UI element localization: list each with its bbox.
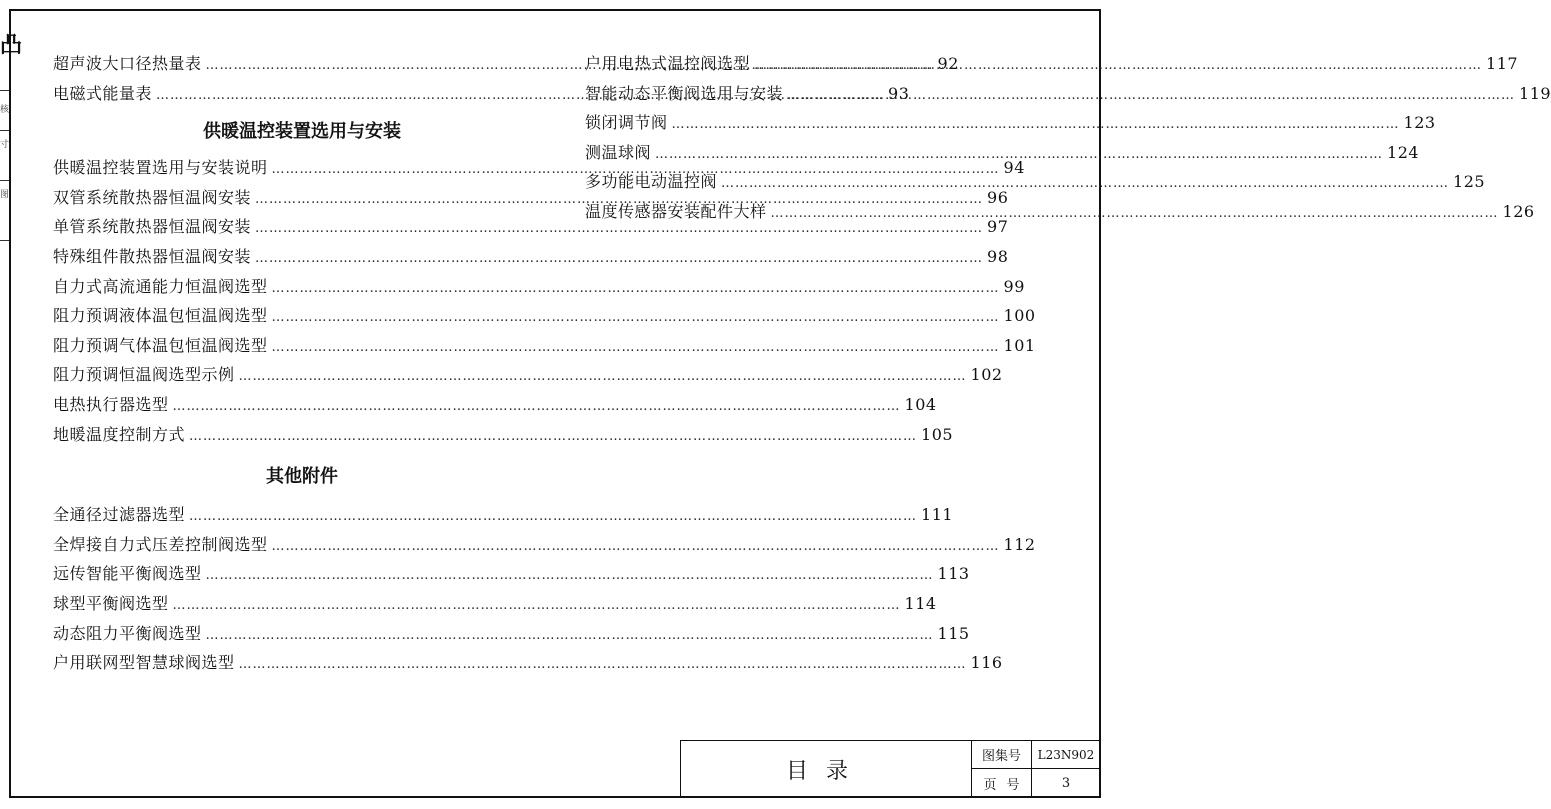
toc-entry[interactable]: [53, 333, 1036, 363]
toc-entry-title: 户用联网型智慧球阀选型: [53, 653, 235, 673]
toc-entry-page: 102: [970, 365, 1003, 385]
dot-leader: [189, 509, 917, 524]
binding-glyph: 寸: [0, 140, 10, 150]
dot-leader: [754, 58, 1482, 73]
toc-entry[interactable]: [53, 362, 1003, 392]
dot-leader: [655, 147, 1383, 162]
dot-leader: [272, 539, 1000, 554]
toc-entry-page: 111: [921, 505, 954, 525]
toc-entry[interactable]: [585, 81, 1551, 111]
toc-entry[interactable]: [585, 199, 1535, 229]
toc-entry-title: 自力式高流通能力恒温阀选型: [53, 276, 268, 296]
dot-leader: [787, 88, 1515, 103]
toc-entry-title: 球型平衡阀选型: [53, 593, 169, 613]
page-number-label: 页号: [972, 769, 1032, 798]
atlas-number-value: L23N902: [1032, 741, 1100, 769]
binding-divider: [0, 90, 9, 91]
toc-entry-page: 92: [937, 54, 959, 73]
dot-leader: [272, 340, 1000, 355]
toc-entry[interactable]: [53, 422, 954, 452]
toc-entry-title: 锁闭调节阀: [585, 113, 668, 133]
toc-entry-page: 124: [1387, 142, 1420, 162]
toc-entry-title: 全焊接自力式压差控制阀选型: [53, 534, 268, 554]
dot-leader: [189, 429, 917, 444]
toc-entry-title: 单管系统散热器恒温阀安装: [53, 217, 252, 237]
binding-glyph: 图: [0, 190, 10, 200]
toc-entry[interactable]: [53, 621, 970, 651]
toc-entry-title: 温度传感器安装配件大样: [585, 201, 767, 221]
toc-entry[interactable]: [53, 214, 1009, 244]
toc-entry[interactable]: [53, 392, 937, 422]
toc-entry-title: 阻力预调液体温包恒温阀选型: [53, 306, 268, 326]
dot-leader: [206, 628, 934, 643]
title-block: [680, 740, 1101, 798]
toc-entry-title: 多功能电动温控阀: [585, 172, 718, 192]
toc-entry-page: 117: [1486, 54, 1519, 73]
toc-entry-title: 双管系统散热器恒温阀安装: [53, 187, 252, 207]
toc-entry-title: 电热执行器选型: [53, 394, 169, 414]
dot-leader: [255, 251, 983, 266]
toc-entry[interactable]: [53, 532, 1036, 562]
dot-leader: [173, 399, 901, 414]
dot-leader: [239, 369, 967, 384]
toc-entry-page: 126: [1502, 201, 1535, 221]
toc-entry-title: 智能动态平衡阀选用与安装: [585, 83, 784, 103]
toc-entry-page: 96: [987, 187, 1009, 207]
toc-entry[interactable]: [585, 51, 1519, 81]
toc-entry-title: 供暖温控装置选用与安装说明: [53, 158, 268, 178]
toc-entry-page: 100: [1003, 306, 1036, 326]
toc-entry[interactable]: [53, 502, 954, 532]
binding-mark-glyph: 凸: [0, 32, 23, 58]
page-number-value: 3: [1061, 776, 1071, 791]
toc-entry-title: 户用电热式温控阀选型: [585, 54, 751, 73]
toc-entry-title: 动态阻力平衡阀选型: [53, 623, 202, 643]
toc-entry[interactable]: [53, 650, 1003, 680]
dot-leader: [672, 117, 1400, 132]
dot-leader: [272, 281, 1000, 296]
binding-divider: [0, 240, 9, 241]
dot-leader: [173, 598, 901, 613]
toc-entry-page: 94: [1003, 158, 1025, 178]
toc-entry-page: 123: [1403, 113, 1436, 133]
binding-divider: [0, 180, 9, 181]
toc-entry[interactable]: [53, 561, 970, 591]
dot-leader: [721, 176, 1449, 191]
toc-entry-page: 119: [1519, 83, 1551, 103]
drawing-name: 目录: [681, 741, 972, 798]
toc-entry-title: 阻力预调恒温阀选型示例: [53, 365, 235, 385]
toc-entry-title: 测温球阀: [585, 142, 652, 162]
dot-leader: [206, 568, 934, 583]
binding-divider: [0, 130, 9, 131]
binding-glyph: 核: [0, 105, 10, 115]
binding-margin: [0, 30, 23, 245]
section-heading: 供暖温控装置选用与安装: [203, 121, 401, 143]
dot-leader: [239, 657, 967, 672]
toc-entry-title: 阻力预调气体温包恒温阀选型: [53, 335, 268, 355]
toc-entry-title: 远传智能平衡阀选型: [53, 564, 202, 584]
toc-entry-title: 特殊组件散热器恒温阀安装: [53, 246, 252, 266]
toc-entry-page: 101: [1003, 335, 1036, 355]
section-heading: 其他附件: [266, 466, 338, 488]
toc-entry-page: 104: [904, 394, 937, 414]
toc-entry[interactable]: [53, 591, 937, 621]
toc-entry-title: 电磁式能量表: [53, 83, 153, 103]
dot-leader: [771, 206, 1499, 221]
toc-entry[interactable]: [53, 274, 1025, 304]
toc-entry-page: 112: [1003, 534, 1036, 554]
toc-entry-page: 113: [937, 564, 970, 584]
toc-entry[interactable]: [53, 303, 1036, 333]
toc-entry[interactable]: [585, 169, 1486, 199]
toc-entry-page: 114: [904, 593, 937, 613]
toc-entry-page: 93: [888, 83, 910, 103]
toc-entry-title: 超声波大口径热量表: [53, 54, 202, 73]
toc-entry-page: 115: [937, 623, 970, 643]
atlas-number-label: 图集号: [972, 741, 1032, 769]
toc-entry[interactable]: [53, 244, 1009, 274]
toc-entry-title: 全通径过滤器选型: [53, 505, 186, 525]
toc-entry-page: 99: [1003, 276, 1025, 296]
toc-entry-page: 98: [987, 246, 1009, 266]
toc-entry[interactable]: [585, 110, 1436, 140]
toc-right-column: [585, 51, 1551, 229]
toc-entry-title: 地暖温度控制方式: [53, 424, 186, 444]
toc-entry[interactable]: [585, 140, 1420, 170]
toc-entry-page: 97: [987, 217, 1009, 237]
toc-entry-page: 105: [921, 424, 954, 444]
toc-entry-page: 116: [970, 653, 1003, 673]
toc-entry-page: 125: [1453, 172, 1486, 192]
dot-leader: [272, 310, 1000, 325]
